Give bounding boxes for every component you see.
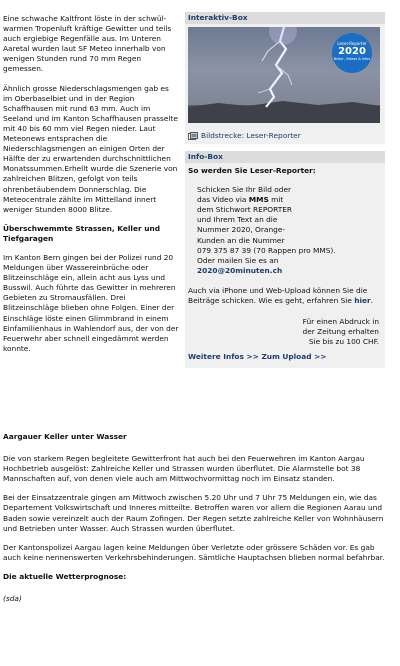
article-paragraph: Der Kantonspolizei Aargau lagen keine Meldungen über Verletzte oder grössere Schäden vor. Es gab auch keine nennenswerten Verkehrsbehinderungen. Sämtliche Hauptachsen blieben normal befahrbar. — [3, 542, 385, 562]
interaktiv-box — [185, 12, 385, 144]
article-paragraph: Im Kanton Bern gingen bei der Polizei rund 20 Meldungen über Wassereinbrüche oder Blitzeinschläge ein, allein acht aus Lyss und Busswil. Auch führte das Gewitter in mehreren Gebieten zu Stromausfällen. Drei Blitzeinschläge blieben ohne Folgen. Einer der Einschläge löste einen Glimmbrand in einem Einfamilienhaus in Wahlendorf aus, der von der Feuerwehr aber schnell eingedämmt werden konnte. — [3, 252, 179, 353]
upload-info — [188, 286, 379, 306]
article-subheading: Aargauer Keller unter Wasser — [3, 432, 127, 441]
info-text: mit — [268, 195, 284, 205]
article-paragraph: Ähnlich grosse Niederschlagsmengen gab es im Oberbaselbiet und in der Region Schaffhausen mit rund 63 mm. Auch im Seeland und im Kanton Schaffhausen prasselte mit 40 bis 60 mm viel Regen nieder. Laut Meteonews entsprachen die Niederschlagsmengen an einigen Orten der Hälfte der zu erwartenden durchschnittlichen Monatssummen.Erhellt wurde die Szenerie von zahlreichen Blitzen, gefolgt von teils ohrenbetäubendem Donnerschlag. Die Meteocentrale zählte im Mittelland innert weniger Stunden 8000 Blitze. — [3, 83, 178, 214]
article-paragraph: Eine schwache Kaltfront löste in der schwül-warmen Tropenluft kräftige Gewitter und teils auch ergiebige Regenfälle aus. Im Unteren Aaretal wurden laut SF Meteo innerhalb von wenigen Stunden rund 70 mm Regen gemessen. — [3, 14, 172, 74]
info-box-instructions — [188, 185, 379, 276]
price-note — [188, 317, 379, 347]
info-box-header: Info-Box — [185, 151, 385, 163]
photo-gallery-link-label[interactable]: Bildstrecke: Leser-Reporter — [201, 130, 301, 140]
price-line: der Zeitung erhalten — [302, 327, 379, 337]
badge-number: 2020 — [338, 46, 366, 57]
article-author: (sda) — [3, 594, 22, 604]
article-paragraph: Die von starkem Regen begleitete Gewitterfront hat auch bei den Feuerwehren im Kanton Aargau Hochbetrieb ausgelöst: Zahlreiche Keller und Strassen wurden überflutet. Die Alarmstelle bot 38 Mannschaften auf, von denen viele auch am Mittwochvormittag noch im Einsatz standen. — [3, 454, 365, 484]
leser-reporter-badge — [332, 33, 372, 73]
info-line: dem Stichwort REPORTER — [197, 205, 293, 215]
upload-here-link[interactable]: hier — [354, 296, 371, 306]
info-box — [185, 151, 385, 368]
article-subheading: Überschwemmte Strassen, Keller und Tiefgaragen — [3, 223, 161, 243]
email-link[interactable]: 2020@20minuten.ch — [197, 265, 283, 275]
badge-caption: Bilder, Videos & Infos — [333, 57, 371, 61]
info-line: Nummer 2020, Orange- — [197, 225, 286, 235]
price-line: Für einen Abdruck in — [302, 317, 379, 327]
article-bottom-section — [3, 432, 388, 613]
price-line: Sie bis zu 100 CHF. — [308, 337, 379, 347]
info-box-title: So werden Sie Leser-Reporter: — [188, 166, 316, 175]
info-line: Oder mailen Sie es an — [197, 255, 279, 265]
info-box-content — [185, 163, 385, 347]
upload-text: Auch via iPhone und Web-Upload können Sie die Beiträge schicken. Wie es geht, erfahren Sie — [188, 285, 368, 306]
info-line: 079 375 87 39 (70 Rappen pro MMS). — [197, 245, 336, 255]
mms-label: MMS — [248, 195, 269, 205]
article-paragraph: Bei der Einsatzzentrale gingen am Mittwoch zwischen 5.20 Uhr und 7 Uhr 75 Meldungen ein, wie das Departement Volkswirtschaft und Inneres mitteilte. Betroffen waren vor allem die Regionen Aarau und Baden sowie vereinzelt auch der Raum Zofingen. Der Regen setzte zahlreiche Keller von Wohnhäusern und Betrieben unter Wasser. Auch Strassen wurden überflutet. — [3, 493, 384, 533]
article-left-column — [3, 14, 180, 363]
info-line: Kunden an die Nummer — [197, 235, 285, 245]
more-info-upload-link[interactable]: Weitere Infos >> Zum Upload >> — [188, 351, 327, 361]
lightning-photo[interactable] — [188, 27, 380, 123]
info-line: und Ihrem Text an die — [197, 215, 278, 225]
upload-end: . — [370, 296, 374, 306]
photo-gallery-link[interactable] — [185, 129, 385, 143]
interaktiv-box-header: Interaktiv-Box — [185, 12, 385, 24]
info-text: das Video via — [197, 195, 249, 205]
camera-gallery-icon — [188, 132, 198, 141]
badge-label: Leser-Reporter — [337, 41, 367, 46]
article-subheading: Die aktuelle Wetterprognose: — [3, 571, 127, 581]
info-line — [197, 195, 379, 205]
info-line: Schicken Sie Ihr Bild oder — [197, 185, 292, 195]
